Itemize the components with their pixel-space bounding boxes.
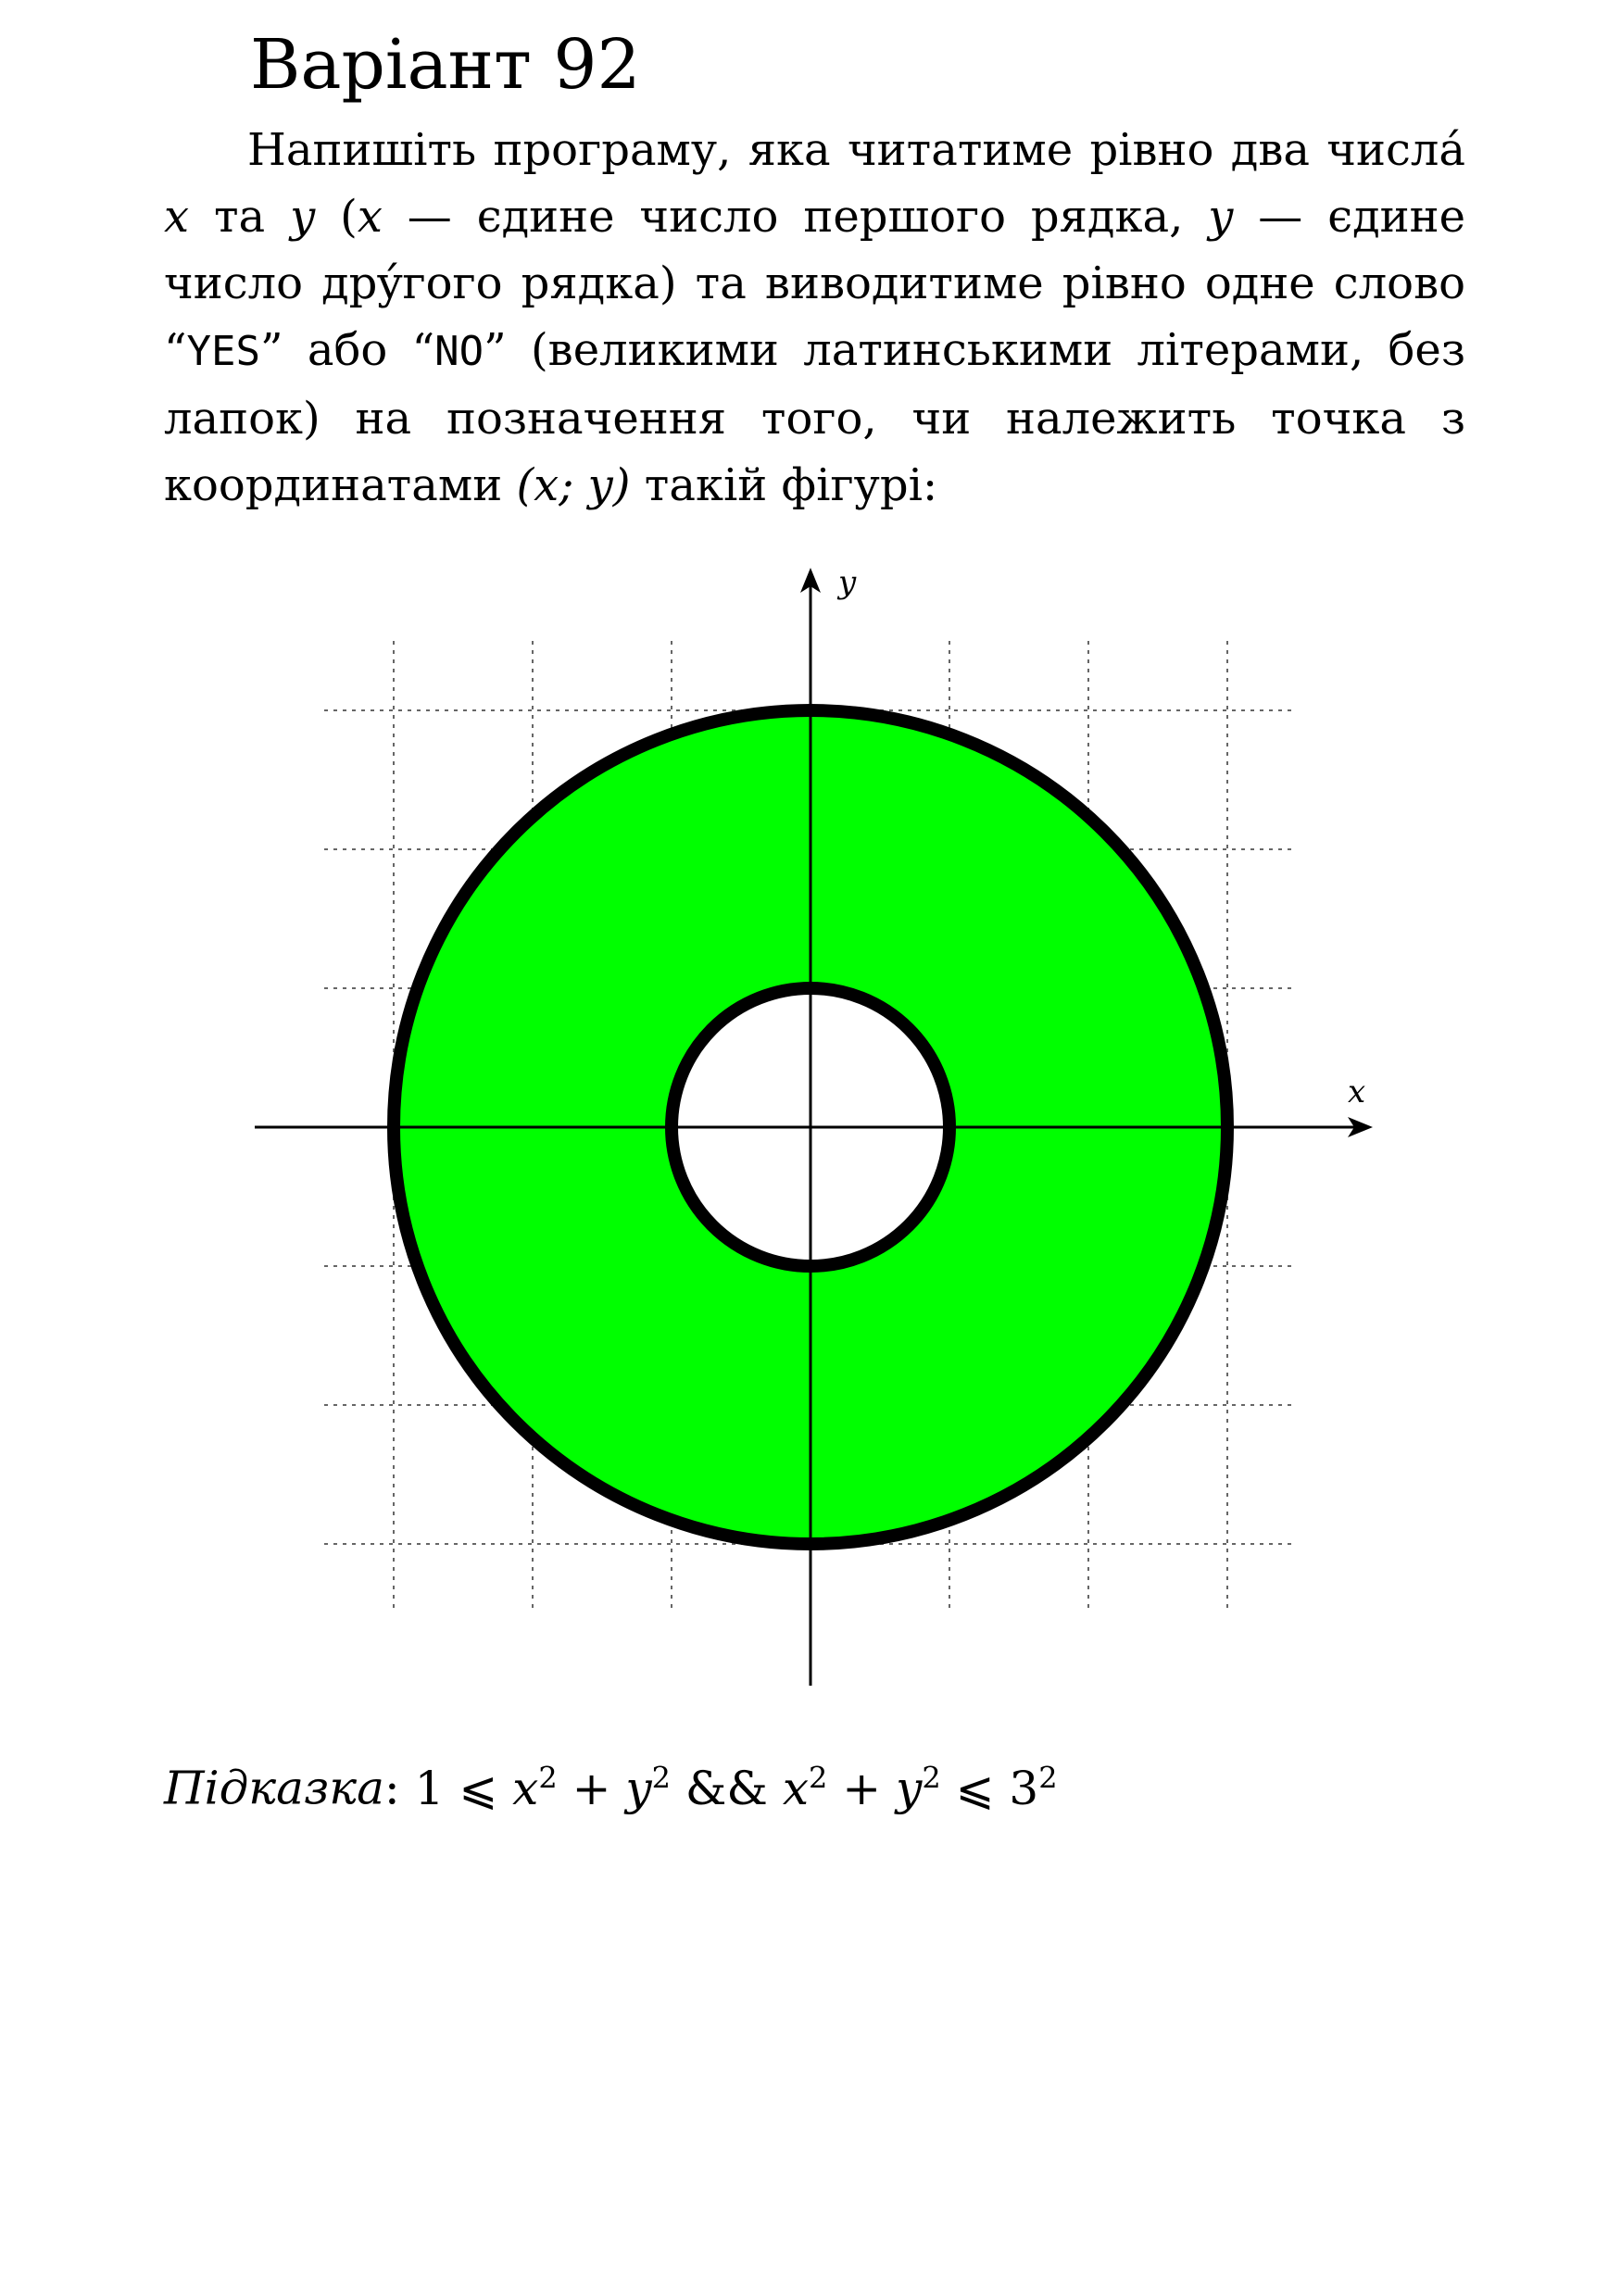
problem-text-4: — єдине число першого рядка,	[382, 191, 1209, 243]
no-keyword: NO	[434, 328, 484, 375]
hint-exponent: 2	[809, 1760, 828, 1795]
problem-text-2: та	[189, 191, 291, 243]
problem-text-7: ” (великими латинськими літерами, без лапок) на позначення того, чи належить точка з координатами	[164, 324, 1465, 511]
annulus-figure	[0, 556, 1621, 1704]
hint-part: ⩽ 3	[940, 1761, 1039, 1815]
var-x: x	[357, 191, 383, 243]
problem-text-6: ” або “	[260, 324, 435, 376]
hint-var: x	[512, 1761, 539, 1815]
var-x: x	[164, 191, 190, 243]
hint-var: y	[896, 1761, 923, 1815]
hint-part: &&	[671, 1761, 783, 1815]
hint-var: x	[782, 1761, 810, 1815]
hint-part: +	[557, 1761, 626, 1815]
hint-expression	[415, 1762, 1058, 1815]
x-axis-label: x	[1348, 1073, 1366, 1110]
hint-label: Підказка	[164, 1761, 384, 1815]
hint-exponent: 2	[922, 1760, 941, 1795]
coordinates: (x; y)	[516, 459, 631, 511]
hint-exponent: 2	[538, 1760, 558, 1795]
hint	[164, 1760, 1058, 1815]
problem-text-1: Напишіть програму, яка читатиме рівно два числá	[247, 124, 1465, 176]
yes-keyword: YES	[186, 328, 261, 375]
hint-exponent: 2	[1038, 1760, 1058, 1795]
hint-part: +	[827, 1761, 897, 1815]
problem-text-8: такій фігурі:	[630, 459, 938, 511]
var-y: y	[290, 191, 316, 243]
page-title: Варіант 92	[250, 25, 641, 105]
var-y: y	[1208, 191, 1234, 243]
problem-text-5: — єдине число дрýгого рядка) та виводитиме рівно одне слово “	[164, 191, 1466, 376]
y-axis-label: y	[838, 564, 857, 601]
hint-var: y	[625, 1761, 652, 1815]
hint-part: 1 ⩽	[414, 1761, 513, 1815]
hint-colon: :	[383, 1761, 400, 1815]
hint-exponent: 2	[651, 1760, 672, 1795]
problem-statement	[164, 117, 1465, 519]
problem-text-3: (	[315, 191, 358, 243]
